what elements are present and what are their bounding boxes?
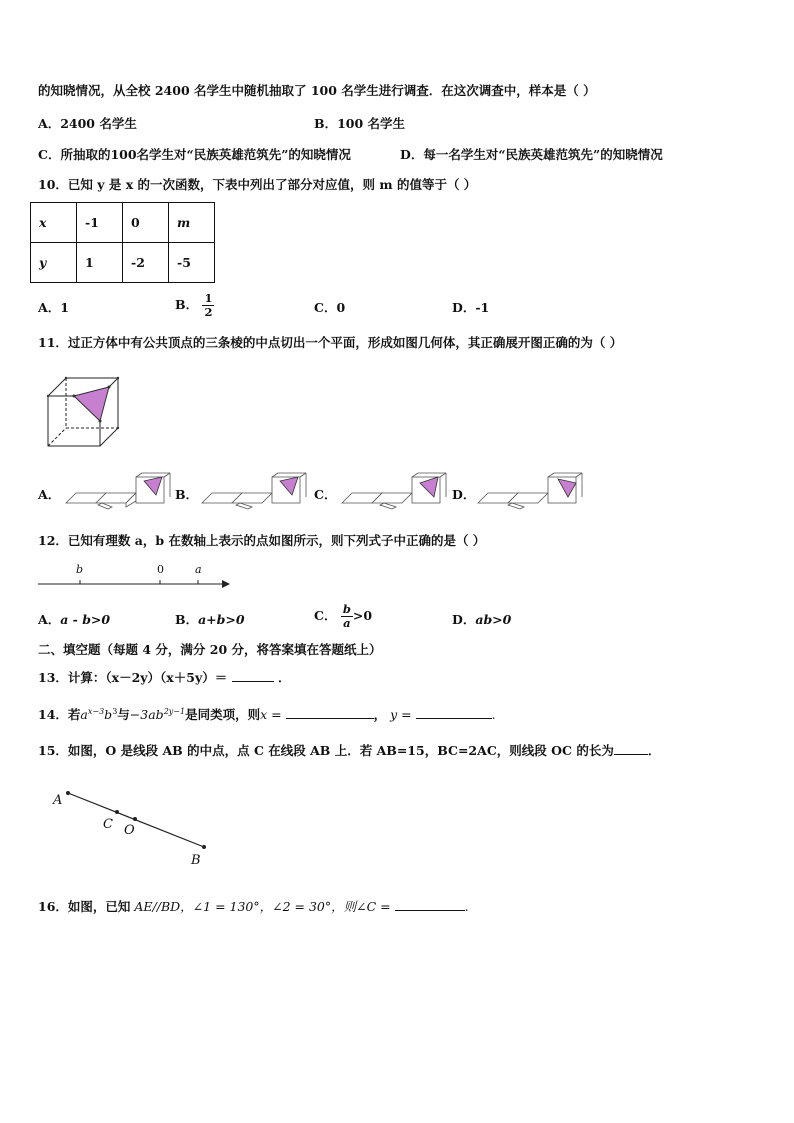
q11-net-d (476, 473, 586, 509)
point-label-a: A (53, 793, 63, 808)
q11-net-c (340, 473, 450, 509)
table-cell: 1 (77, 243, 123, 283)
q10-option-c[interactable]: C．0 (314, 300, 346, 315)
q13-answer-blank[interactable] (232, 669, 274, 682)
q11-option-d[interactable]: D． (452, 487, 476, 502)
q14: 14．若$a^{x-3}b^3$与$-3ab^{2y-1}$是同类项，则x = ， y = . (38, 707, 496, 723)
cut-face (74, 387, 109, 421)
q15-answer-blank[interactable] (614, 742, 648, 755)
q11-net-a (62, 473, 172, 509)
table-cell: 0 (123, 203, 169, 243)
q9-option-c[interactable]: C．所抽取的100名学生对“民族英雄范筑先”的知晓情况 (38, 147, 351, 162)
q11-stem: 11．过正方体中有公共顶点的三条棱的中点切出一个平面，形成如图几何体，其正确展开图正确的为（ ） (38, 335, 623, 350)
table-cell: m (169, 203, 215, 243)
table-cell: -1 (77, 203, 123, 243)
section-heading: 二、填空题（每题 4 分，满分 20 分，将答案填在答题纸上） (38, 642, 382, 657)
q12-option-a[interactable]: A．a - b>0 (38, 612, 111, 627)
table-cell: -5 (169, 243, 215, 283)
q15: 15．如图，O 是线段 AB 的中点，点 C 在线段 AB 上．若 AB=15，BC=2AC，则线段 OC 的长为 ． (38, 743, 661, 758)
q16: 16．如图，已知 AE//BD，∠1 = 130°，∠2 = 30°，则∠C = . (38, 899, 469, 914)
table-cell: x (31, 203, 77, 243)
q10-option-a[interactable]: A．1 (38, 300, 69, 315)
table-row (31, 243, 215, 283)
q12-option-d[interactable]: D．ab>0 (452, 612, 512, 627)
q16-answer-blank[interactable] (395, 898, 465, 911)
q9-option-b[interactable]: B．100 名学生 (314, 116, 406, 131)
q10-option-b[interactable]: B． $\frac{1}{2}$ (175, 291, 213, 319)
q13: 13．计算：（x－2y）（x＋5y）＝ ． (38, 670, 291, 685)
axis-label-a: a (195, 563, 202, 576)
axis-label-zero: 0 (157, 563, 164, 576)
q10-value-table (30, 202, 215, 283)
table-cell: y (31, 243, 77, 283)
table-row (31, 203, 215, 243)
q12-option-c[interactable]: C． $\frac{b}{a}$ >0 (314, 602, 373, 630)
point-label-c: C (103, 817, 113, 832)
q11-option-c[interactable]: C． (314, 487, 337, 502)
q14-x-answer-blank[interactable] (286, 706, 374, 719)
q11-cube-figure (44, 374, 124, 449)
fraction: $\frac{1}{2}$ (204, 291, 213, 319)
axis-label-b: b (76, 563, 84, 576)
q9-option-a[interactable]: A．2400 名学生 (38, 116, 137, 131)
q11-net-b (200, 473, 310, 509)
q11-option-a[interactable]: A． (38, 487, 61, 502)
point-label-o: O (124, 823, 135, 838)
q12-number-line (38, 558, 238, 594)
q11-option-b[interactable]: B． (175, 487, 199, 502)
point-label-b: B (191, 853, 201, 868)
q12-option-b[interactable]: B．a+b>0 (175, 612, 245, 627)
fraction: $\frac{b}{a}$ (342, 602, 351, 630)
q10-option-d[interactable]: D．-1 (452, 300, 490, 315)
q14-y-answer-blank[interactable] (416, 706, 492, 719)
q10-stem: 10．已知 y 是 x 的一次函数，下表中列出了部分对应值，则 m 的值等于（ ） (38, 177, 477, 192)
q9-option-d[interactable]: D．每一名学生对“民族英雄范筑先”的知晓情况 (400, 147, 663, 162)
q12-stem: 12．已知有理数 a，b 在数轴上表示的点如图所示，则下列式子中正确的是（ ） (38, 533, 486, 548)
table-cell: -2 (123, 243, 169, 283)
q9-stem-continuation: 的知晓情况，从全校 2400 名学生中随机抽取了 100 名学生进行调查．在这次调查中，样本是（ ） (38, 83, 596, 98)
